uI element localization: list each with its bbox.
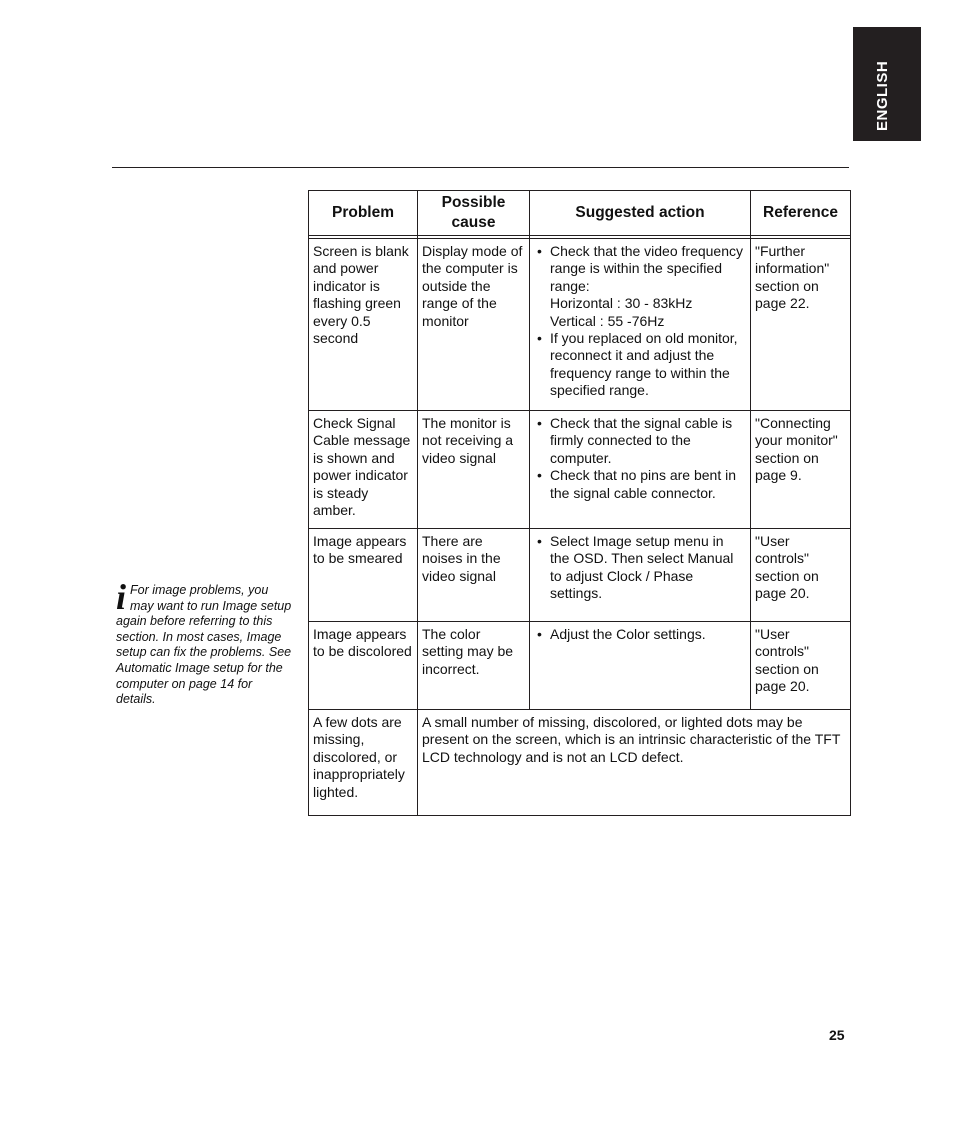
table-row	[309, 622, 851, 710]
table-row	[309, 239, 851, 411]
table-row	[309, 529, 851, 622]
header-rule	[112, 167, 849, 168]
action-subitem: Horizontal : 30 - 83kHz	[550, 295, 693, 312]
action-cell	[530, 239, 751, 411]
action-cell	[530, 411, 751, 529]
action-subitem: Vertical : 55 -76Hz	[550, 312, 665, 329]
info-i-icon: i	[116, 577, 127, 617]
reference-cell: "Further information" section on page 22.	[751, 239, 851, 411]
action-cell	[530, 529, 751, 622]
header-problem: Problem	[309, 191, 418, 236]
language-tab	[853, 27, 921, 141]
action-cell	[530, 622, 751, 710]
table-header-row	[309, 191, 851, 236]
action-item: • Select Image setup menu in the OSD. Then select Manual to adjust Clock / Phase settings.	[534, 533, 746, 603]
cause-cell: There are noises in the video signal	[418, 529, 530, 622]
reference-cell: "Connecting your monitor" section on page 9.	[751, 411, 851, 529]
header-action: Suggested action	[530, 191, 751, 236]
problem-cell: A few dots are missing, discolored, or inappropriately lighted.	[309, 710, 418, 816]
info-note-text: For image problems, you may want to run Image setup again before referring to this section. In most cases, Image setup can fix the problems. See Automatic Image setup for the computer on page 14 for details.	[116, 583, 292, 707]
header-reference: Reference	[751, 191, 851, 236]
language-tab-label: ENGLISH	[874, 60, 891, 131]
page-number: 25	[829, 1027, 845, 1043]
problem-cell: Image appears to be discolored	[309, 622, 418, 710]
action-item: • Check that no pins are bent in the signal cable connector.	[534, 467, 746, 502]
action-item: • If you replaced on old monitor, reconnect it and adjust the frequency range to within the specified range.	[534, 330, 746, 400]
action-item: • Check that the signal cable is firmly connected to the computer.	[534, 415, 746, 467]
problem-cell: Screen is blank and power indicator is flashing green every 0.5 second	[309, 239, 418, 411]
problem-cell: Image appears to be smeared	[309, 529, 418, 622]
merged-note-cell: A small number of missing, discolored, or lighted dots may be present on the screen, which is an intrinsic characteristic of the TFT LCD technology and is not an LCD defect.	[418, 710, 851, 816]
table-row	[309, 710, 851, 816]
table-row	[309, 411, 851, 529]
troubleshooting-table	[308, 190, 851, 816]
action-item	[534, 243, 746, 330]
reference-cell: "User controls" section on page 20.	[751, 622, 851, 710]
header-cause: Possible cause	[418, 191, 530, 236]
reference-cell: "User controls" section on page 20.	[751, 529, 851, 622]
action-item-text: Check that the video frequency range is within the specified range:	[550, 243, 744, 294]
problem-cell: Check Signal Cable message is shown and power indicator is steady amber.	[309, 411, 418, 529]
info-note	[116, 577, 294, 708]
cause-cell: The monitor is not receiving a video signal	[418, 411, 530, 529]
action-item: • Adjust the Color settings.	[534, 626, 746, 643]
cause-cell: Display mode of the computer is outside the range of the monitor	[418, 239, 530, 411]
cause-cell: The color setting may be incorrect.	[418, 622, 530, 710]
